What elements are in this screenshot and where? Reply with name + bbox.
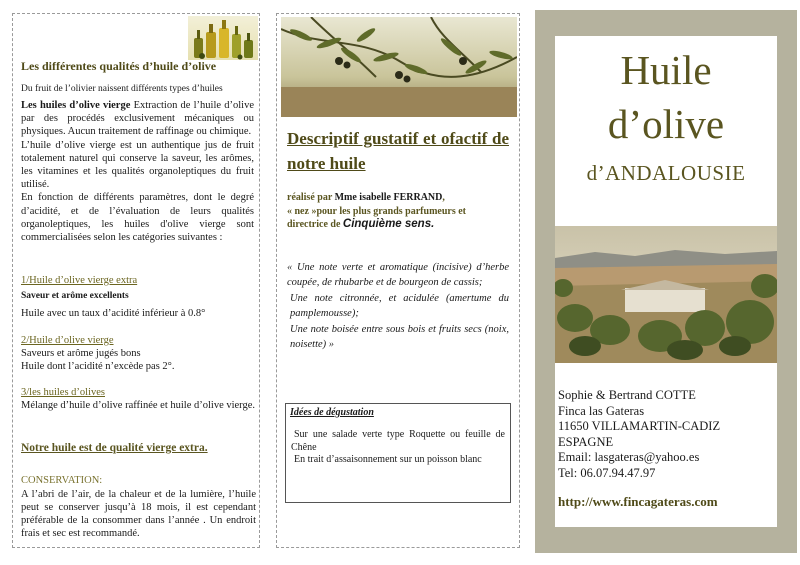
contact-farm: Finca las Gateras [558,403,645,418]
conservation-title: CONSERVATION: [21,475,103,486]
category-3-title: 3/les huiles d’olives [21,387,105,398]
cover-card [555,36,777,527]
tasting-note-2: Une note citronnée, et acidulée (amertume du pamplemousse); [290,292,509,320]
category-2-line-1: Saveurs et arôme jugés bons [21,348,141,359]
category-2-line-2: Huile dont l’acidité n’excède pas 2°. [21,361,175,372]
tasting-ideas-title: Idées de dégustation [290,407,374,418]
virgin-oil-paragraph: L’huile d’olive vierge est un authentique jus de fruit totalement naturel qui conserve la saveur, les arômes, les vitamines et les qualités organoleptiques du fruit utilisé. [21,139,254,191]
contact-phone: Tel: 06.07.94.47.97 [558,465,656,480]
cover-subtitle: d’ANDALOUSIE [586,161,746,185]
contact-name: Sophie & Bertrand COTTE [558,388,696,402]
cover-title-line-1: Huile [620,47,712,93]
contact-email[interactable]: Email: lasgateras@yahoo.es [558,450,700,464]
left-panel [12,13,260,548]
category-3-description: Mélange d’huile d’olive raffinée et huile d’olive vierge. [21,400,256,411]
virgin-oil-term: Les huiles d’olive vierge [21,100,131,111]
tasting-notes [287,260,509,352]
tasting-note-3: Une note boisée entre sous bois et fruits secs (noix, noisette) » [290,323,509,351]
virgin-oil-definition: Extraction de l’huile d’olive par des procédés exclusivement mécaniques ou physiques. Aucun traitement de raffinage ou chimique. [21,100,254,138]
categories-intro: En fonction de différents paramètres, dont le degré d’acidité, et de l’évaluation de leurs qualités organoleptiques, les huiles d'olive vierge sont commercialisées selon les catégories suivantes : [21,192,254,244]
tasting-description-title: Descriptif gustatif et ofactif de notre huile [287,129,509,173]
qualities-title: Les différentes qualités d’huile d’olive [21,59,217,73]
contact-country: ESPAGNE [558,434,614,449]
credits-role: , « nez »pour les plus grands parfumeurs et directrice de [287,192,466,230]
credits-prefix: réalisé par [287,192,335,203]
website-link[interactable]: http://www.fincagateras.com [558,494,718,509]
middle-panel [276,13,520,548]
tasting-note-1: « Une note verte et aromatique (incisive) d’herbe coupée, de rhubarbe et de bourgeon de cassis; [287,262,509,289]
contact-city: 11650 VILLAMARTIN-CADIZ [558,419,721,433]
landscape-image [555,226,777,363]
tasting-ideas-list [291,429,505,467]
category-1-title: 1/Huile d’olive vierge extra [21,275,138,286]
cover-panel [535,10,797,553]
qualities-description [21,99,254,244]
credits-name: Mme isabelle FERRAND [334,192,443,203]
category-2-title: 2/Huile d’olive vierge [21,335,114,346]
olive-oil-bottles-image [188,16,258,60]
category-1-description: Huile avec un taux d’acidité inférieur à 0.8° [21,308,206,319]
credits [287,191,509,232]
tasting-idea-2: En trait d’assaisonnement sur un poisson blanc [294,454,482,465]
olive-branch-image [281,17,517,117]
credits-brand: Cinquième sens. [342,218,435,230]
quality-statement: Notre huile est de qualité vierge extra. [21,442,208,454]
tasting-idea-1: Sur une salade verte type Roquette ou feuille de Chêne [291,429,505,453]
contact-block [558,388,774,481]
cover-title-line-2: d’olive [607,101,725,147]
tasting-ideas-box [285,403,511,503]
category-1-subtitle: Saveur et arôme excellents [21,291,129,301]
conservation-text: A l’abri de l’air, de la chaleur et de la lumière, l’huile peut se conserver jusqu’à 18 mois, il est cependant préférable de la consommer dans l’année . Un endroit frais et sec est recommandé. [21,489,256,539]
qualities-subtitle: Du fruit de l’olivier naissent différents types d’huiles [21,84,223,94]
